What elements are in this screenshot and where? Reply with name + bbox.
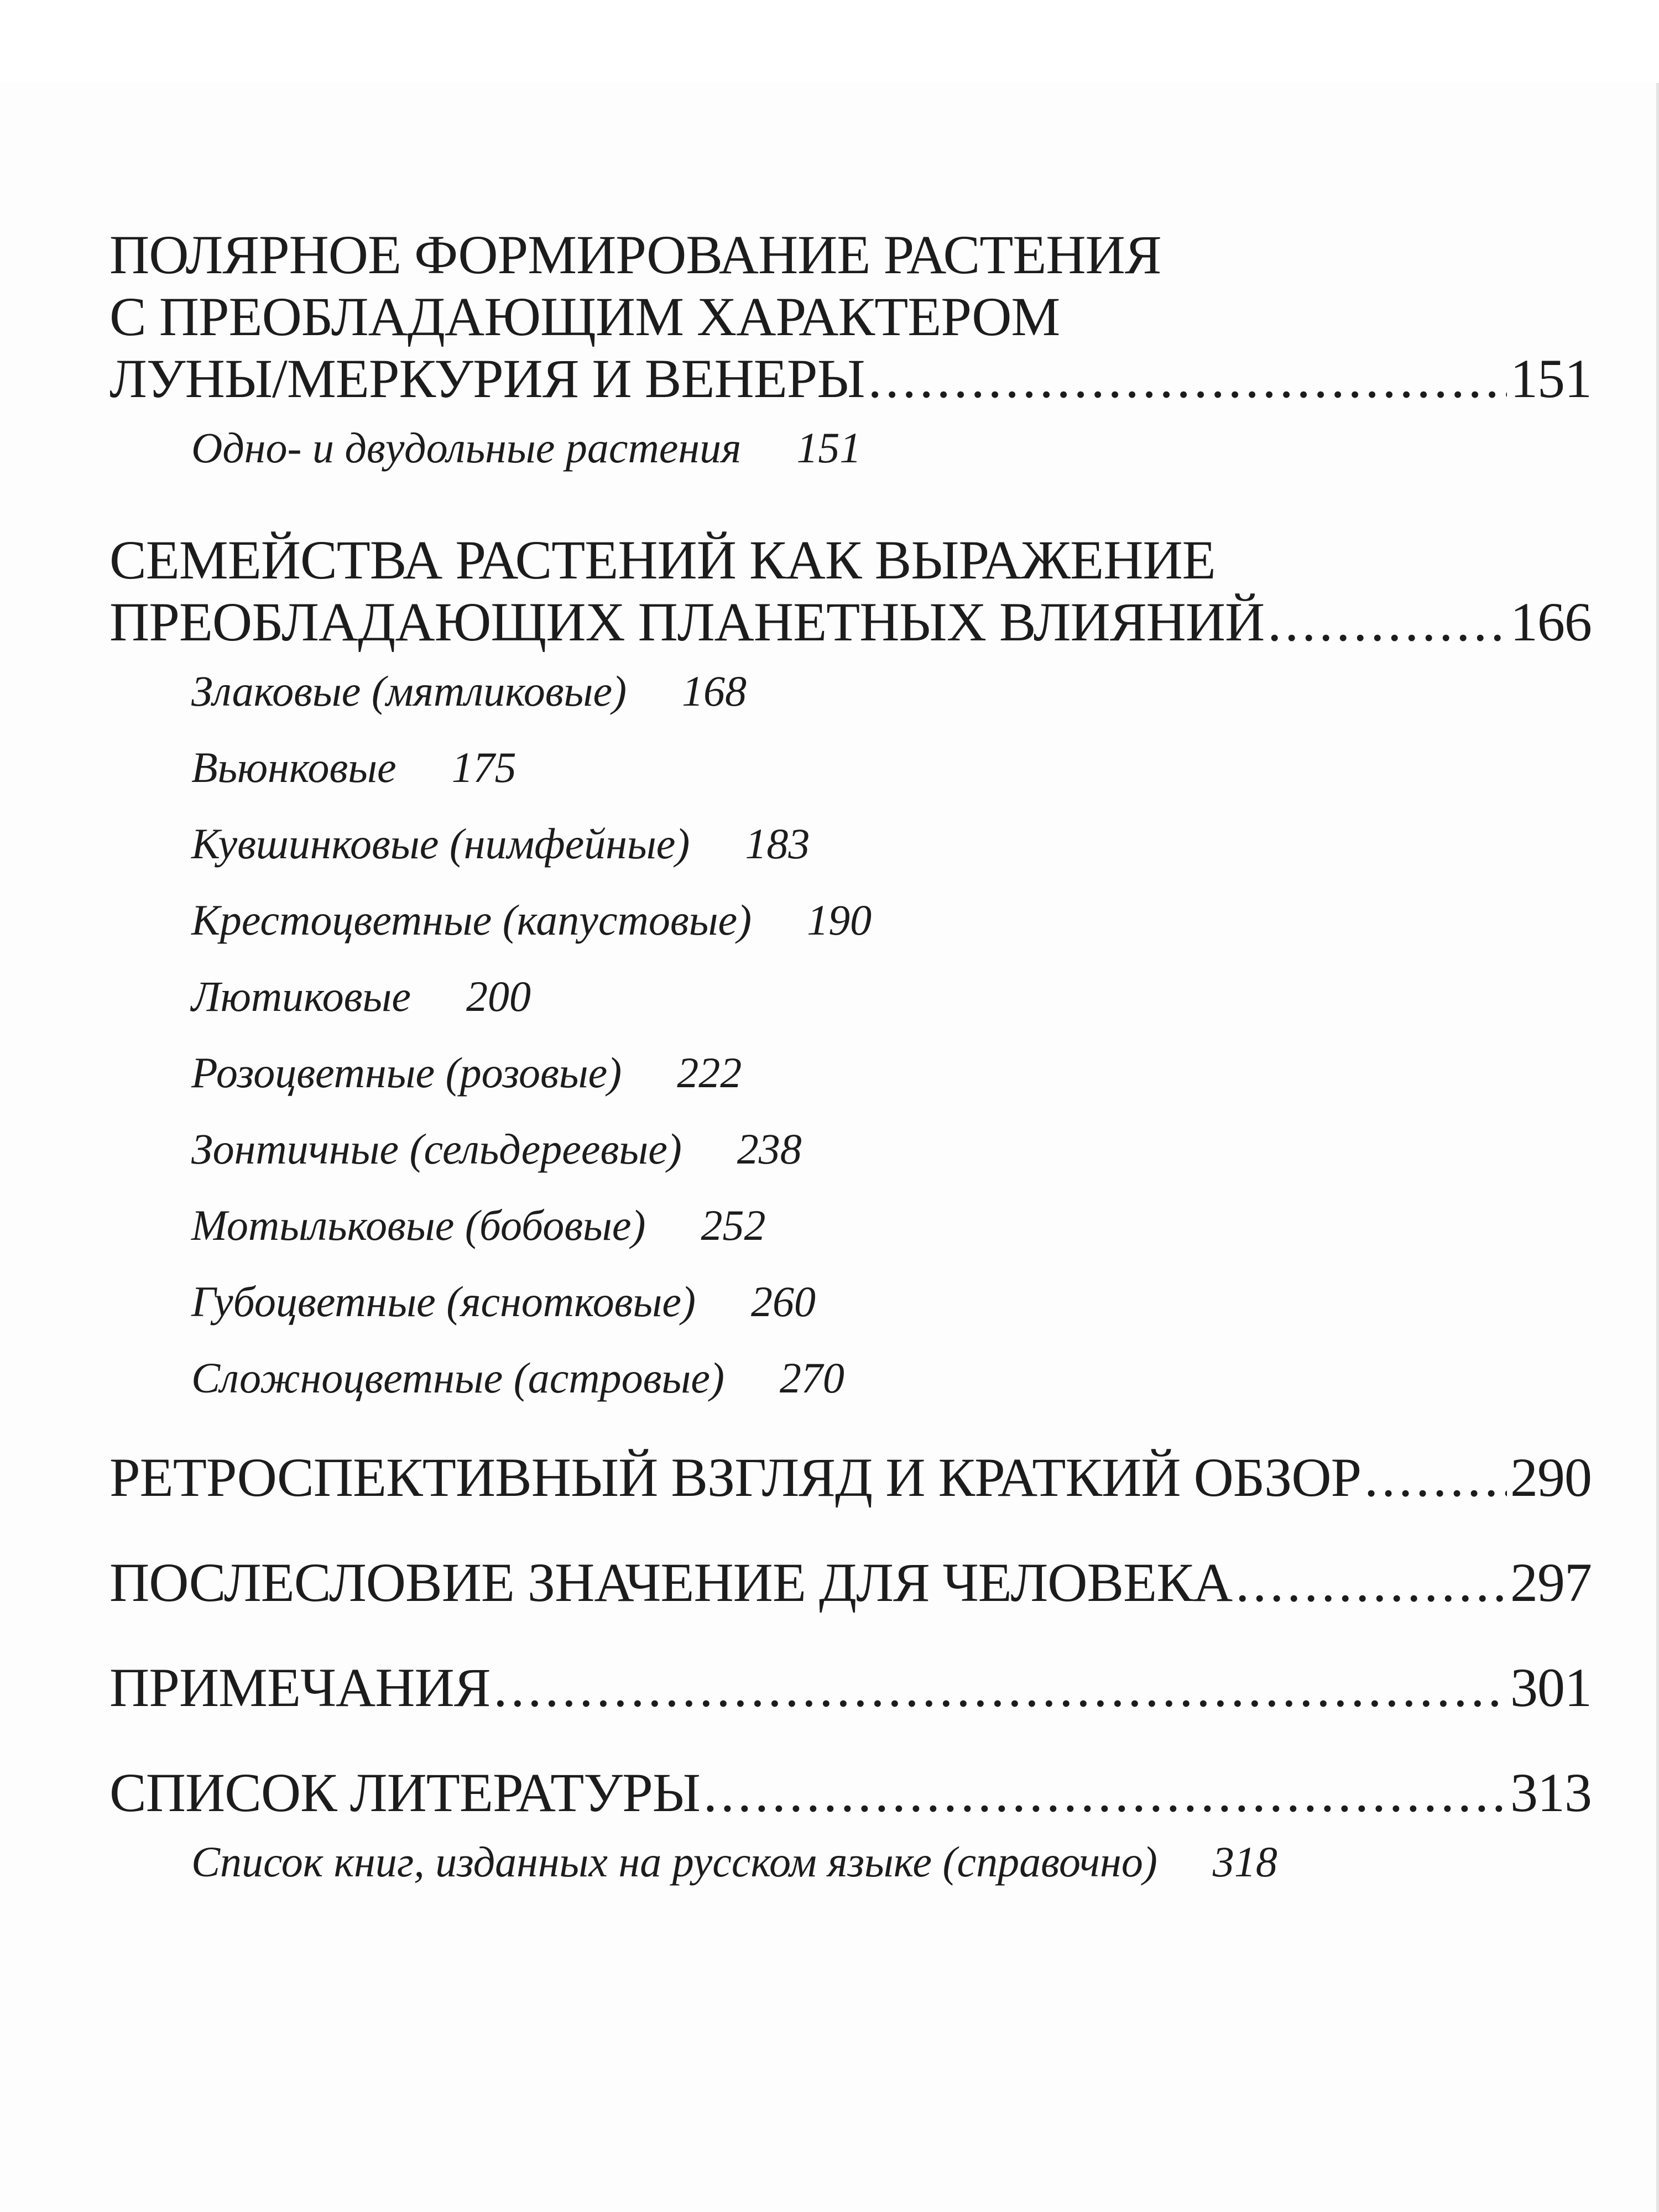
subentry-title: Злаковые (мятликовые) (191, 667, 627, 715)
leader-dots (703, 1762, 1507, 1824)
page-number: 183 (745, 820, 810, 868)
subentry-title: Кувшинковые (нимфейные) (191, 820, 690, 868)
chapter-title-line: ПРЕОБЛАДАЮЩИХ ПЛАНЕТНЫХ ВЛИЯНИЙ (109, 591, 1265, 653)
page-number: 238 (737, 1125, 802, 1173)
chapter-entry-line (109, 591, 1592, 653)
toc-subentry (109, 882, 1592, 958)
chapter-entry-line (109, 348, 1592, 410)
toc-subentry (109, 653, 1592, 729)
book-page (0, 83, 1656, 2212)
page-number: 270 (779, 1354, 844, 1402)
page-number: 290 (1510, 1447, 1592, 1508)
subentry-title: Губоцветные (яснотковые) (191, 1277, 696, 1326)
scan-margin (0, 0, 1659, 83)
subentry-title: Сложноцветные (астровые) (191, 1354, 724, 1402)
chapter-entry-line (109, 1657, 1592, 1719)
chapter-title-line: ЛУНЫ/МЕРКУРИЯ И ВЕНЕРЫ (109, 348, 865, 409)
page-number: 260 (750, 1277, 816, 1326)
leader-dots (1267, 591, 1507, 653)
page-number: 151 (1510, 348, 1592, 409)
leader-dots (868, 348, 1507, 410)
toc-chapter (109, 1447, 1592, 1509)
subentry-title: Список книг, изданных на русском языке (справочно) (191, 1838, 1157, 1886)
chapter-title-line: СЕМЕЙСТВА РАСТЕНИЙ КАК ВЫРАЖЕНИЕ (109, 529, 1215, 591)
page-edge (1656, 83, 1659, 2212)
table-of-contents (109, 224, 1592, 1900)
toc-chapter (109, 1552, 1592, 1614)
chapter-title-line: ПОЛЯРНОЕ ФОРМИРОВАНИЕ РАСТЕНИЯ (109, 224, 1161, 285)
page-number: 222 (677, 1048, 742, 1097)
subentry-title: Вьюнковые (191, 743, 397, 791)
chapter-title-line: РЕТРОСПЕКТИВНЫЙ ВЗГЛЯД И КРАТКИЙ ОБЗОР (109, 1447, 1361, 1508)
subentry-title: Крестоцветные (капустовые) (191, 896, 752, 944)
page-number: 200 (466, 972, 531, 1020)
page-number: 313 (1510, 1762, 1592, 1823)
toc-subentry (109, 1824, 1592, 1900)
chapter-entry-line (109, 1762, 1592, 1824)
page-number: 151 (796, 424, 862, 472)
toc-subentry (109, 1111, 1592, 1187)
chapter-title-line: ПРИМЕЧАНИЯ (109, 1657, 491, 1718)
page-number: 318 (1212, 1838, 1277, 1886)
subentry-title: Лютиковые (191, 972, 411, 1020)
chapter-title-line: С ПРЕОБЛАДАЮЩИМ ХАРАКТЕРОМ (109, 286, 1060, 347)
subentry-title: Мотыльковые (бобовые) (191, 1201, 646, 1249)
page-number: 252 (701, 1201, 766, 1249)
toc-subentry (109, 410, 1592, 486)
toc-chapter (109, 1657, 1592, 1719)
toc-subentry (109, 1264, 1592, 1340)
toc-chapter (109, 1762, 1592, 1824)
leader-dots (493, 1657, 1507, 1719)
subentry-title: Розоцветные (розовые) (191, 1048, 622, 1097)
toc-subentry (109, 1035, 1592, 1111)
page-number: 166 (1510, 591, 1592, 653)
page-number: 301 (1510, 1657, 1592, 1718)
chapter-entry-line (109, 1552, 1592, 1614)
toc-chapter (109, 224, 1592, 410)
page-number: 175 (451, 743, 517, 791)
leader-dots (1235, 1552, 1507, 1614)
toc-subentry (109, 1187, 1592, 1264)
toc-subentry (109, 958, 1592, 1035)
page-number: 297 (1510, 1552, 1592, 1613)
subentry-title: Зонтичные (сельдереевые) (191, 1125, 682, 1173)
toc-subentry (109, 806, 1592, 882)
page-number: 190 (807, 896, 872, 944)
page-number: 168 (682, 667, 747, 715)
toc-chapter (109, 529, 1592, 653)
subentry-title: Одно- и двудольные растения (191, 424, 742, 472)
chapter-title-line: ПОСЛЕСЛОВИЕ ЗНАЧЕНИЕ ДЛЯ ЧЕЛОВЕКА (109, 1552, 1233, 1613)
toc-subentry (109, 729, 1592, 806)
chapter-entry-line (109, 1447, 1592, 1509)
leader-dots (1364, 1447, 1507, 1509)
toc-subentry (109, 1340, 1592, 1416)
chapter-title-line: СПИСОК ЛИТЕРАТУРЫ (109, 1762, 700, 1823)
